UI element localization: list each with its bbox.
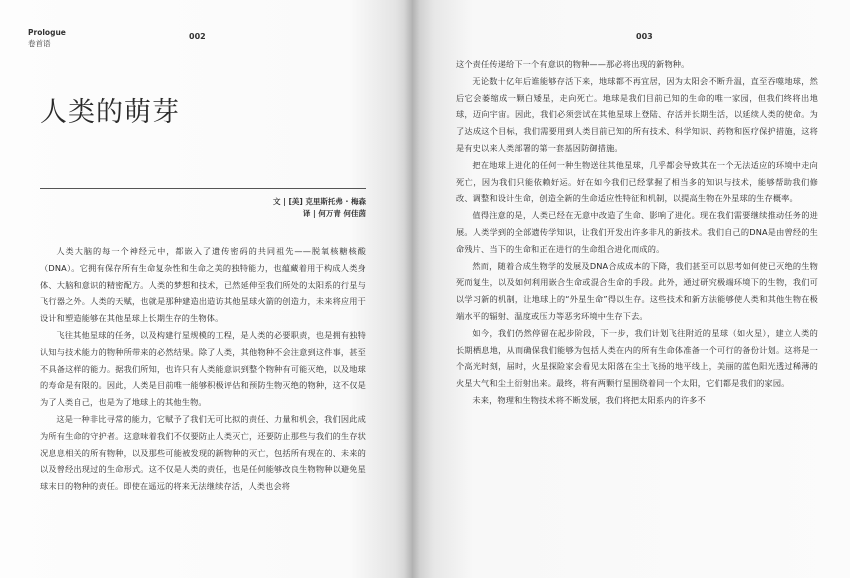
section-label-zh: 卷首语: [28, 39, 51, 48]
paragraph: 这是一种非比寻常的能力，它赋予了我们无可比拟的责任、力量和机会，我们因此成为所有生命的守护者。这意味着我们不仅要防止人类灭亡，还要防止那些与我们的生存状况息息相关的所有物种，以及那些可能被发现的新物种的灭亡，包括所有现在的、未来的以及曾经出现过的生命形式。这不仅是人类的责任，也是任何能够改良生物物种以避免星球末日的物种的责任。即使在遥远的将来无法继续存活，人类也会将: [40, 413, 366, 492]
page-number: 003: [636, 32, 653, 41]
paragraph: 未来，物理和生物技术将不断发展，我们将把太阳系内的许多不: [472, 394, 706, 405]
paragraph: 无论数十亿年后谁能够存活下来，地球都不再宜居，因为太阳会不断升温，直至吞噬地球，然后它会萎缩成一颗白矮星，走向死亡。地球是我们目前已知的生命的唯一家园，但我们终将出地球，迈向宇宙。因此，我们必须尝试在其他星球上登陆、存活并长期生活，以延续人类的使命。为了达成这个目标，我们需要用到人类目前已知的所有技术、科学知识、药物和医疗保护措施，这将是有史以来人类部署的第一套基因防御措施。: [456, 75, 818, 153]
page-number: 002: [189, 32, 206, 41]
right-page: [412, 0, 850, 578]
translator-credit: 译 | 何万青 何佳茵: [302, 209, 366, 218]
left-page: [0, 0, 412, 578]
body-text: [456, 56, 818, 409]
paragraph: 然而，随着合成生物学的发展及DNA合成成本的下降，我们甚至可以思考如何使已灭绝的生物死而复生，以及如何利用嵌合生命或混合生命的手段。此外，通过研究极端环境下的生物，我们可以学习新的机制，让地球上的“外星生命”得以生存。这些技术和新方法能够使人类和其他生物在极端水平的辐射、温度或压力等恶劣环境中生存下去。: [456, 260, 818, 321]
body-text: [40, 243, 366, 495]
paragraph: 把在地球上进化的任何一种生物送往其他星球，几乎都会导致其在一个无法适应的环境中走向死亡，因为我们只能依赖好运。好在如今我们已经掌握了相当多的知识与技术，能够帮助我们修改、调整和设计生命，创造全新的生命适应性特征和机制，以提高生物在外星球的生存概率。: [456, 159, 818, 204]
paragraph: 人类大脑的每一个神经元中，都嵌入了遗传密码的共同祖先——脱氧核糖核酸（DNA）。它拥有保存所有生命复杂性和生命之美的独特能力，也蕴藏着用于构成人类身体、大脑和意识的精密配方。人类的梦想和技术，已然延伸至我们所处的太阳系的行星与飞行器之外。人类的天赋，也就是那种建造出造访其他星球火箭的创造力，未来将应用于设计和塑造能够在其他星球上长期生存的生物体。: [40, 246, 366, 324]
paragraph: 值得注意的是，人类已经在无意中改造了生命、影响了进化。现在我们需要继续推动任务的进展。人类学到的全部遗传学知识，让我们开发出许多非凡的新技术。我们自己的DNA是由曾经的生命残片、当下的生命和正在进行的生命组合进化而成的。: [456, 210, 818, 254]
title-divider: [40, 188, 366, 189]
book-gutter-shadow: [404, 0, 420, 578]
paragraph: 如今，我们仍然停留在起步阶段，下一步，我们计划飞往附近的星球（如火星），建立人类的长期栖息地，从而确保我们能够为包括人类在内的所有生命体准备一个可行的备份计划。这将是一个高光时刻，届时，火星探险家会看见太阳落在尘土飞扬的地平线上，美丽的蓝色阳光透过稀薄的火星大气和尘土衍射出来。最终，将有两颗行星围绕着同一个太阳，它们都是我们的家园。: [456, 327, 818, 389]
paragraph: 飞往其他星球的任务，以及构建行星规模的工程，是人类的必要职责，也是拥有独特认知与技术能力的物种所带来的必然结果。除了人类，其他物种不会注意到这件事，甚至不具备这样的能力。据我们所知，也许只有人类能意识到整个物种有可能灭绝，以及地球的寿命是有限的。因此，人类是目前唯一能够积极评估和预防生物灭绝的物种，这不仅是为了人类自己，也是为了地球上的其他生物。: [40, 329, 366, 408]
paragraph-continuation: 这个责任传递给下一个有意识的物种——那必将出现的新物种。: [456, 59, 690, 69]
section-label-en: Prologue: [28, 28, 66, 37]
article-title: 人类的萌芽: [40, 97, 180, 128]
author-credit: 文 | [美] 克里斯托弗 · 梅森: [273, 197, 366, 206]
